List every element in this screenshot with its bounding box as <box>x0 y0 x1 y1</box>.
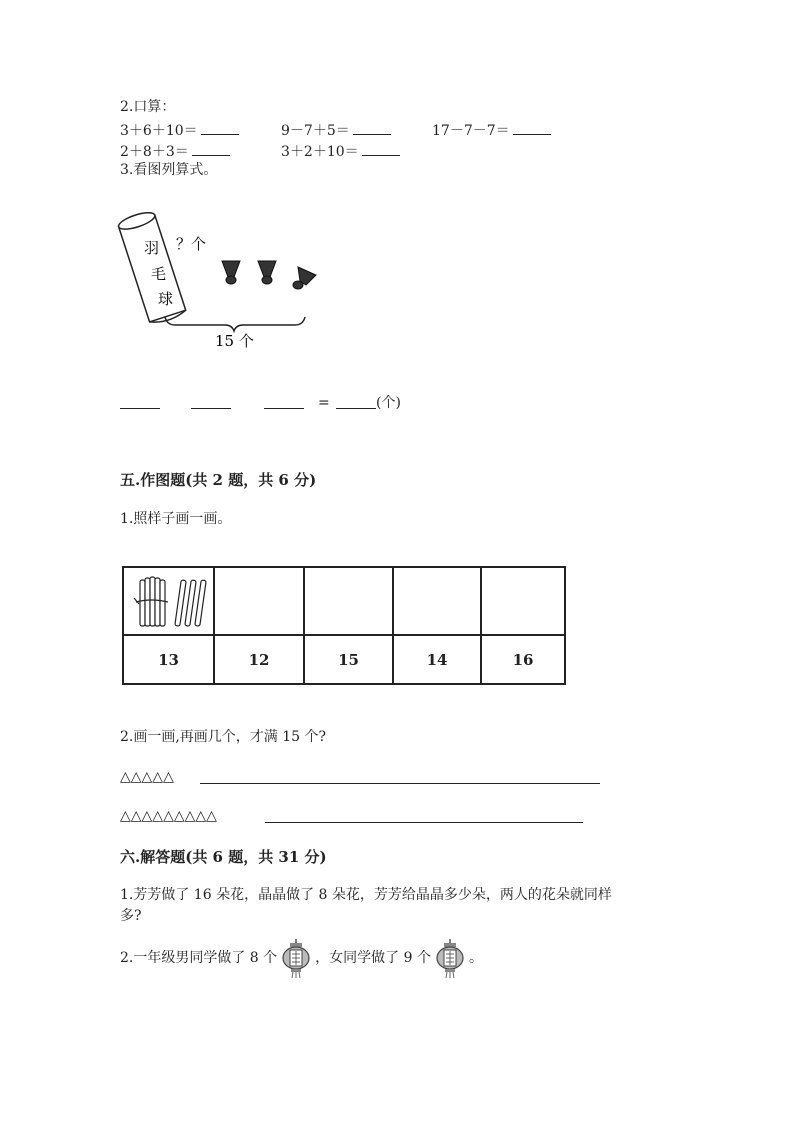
answer-blank[interactable] <box>192 141 230 156</box>
answer-blank[interactable] <box>362 141 400 156</box>
drawing-cell[interactable] <box>481 567 565 635</box>
q2-title: 2.口算： <box>120 99 176 115</box>
number-cell: 16 <box>481 635 565 684</box>
answer-blank[interactable] <box>336 408 376 409</box>
q2-problem: 3＋6＋10＝ <box>120 120 239 140</box>
section-6-heading: 六.解答题(共 6 题，共 31 分) <box>120 848 327 866</box>
s6-q2-text: 2.一年级男同学做了 8 个 <box>120 950 278 966</box>
number-cell: 15 <box>304 635 393 684</box>
q2-problem: 3＋2＋10＝ <box>281 141 400 161</box>
drawing-line[interactable] <box>265 822 583 823</box>
answer-blank[interactable] <box>191 408 231 409</box>
s6-q2-text: ，女同学做了 9 个 <box>315 950 431 966</box>
example-cell <box>123 567 214 635</box>
answer-blank[interactable] <box>353 120 391 135</box>
s6-q2 <box>120 937 483 979</box>
brace-icon <box>165 317 305 331</box>
shuttlecock-figure <box>110 205 340 355</box>
shuttlecock-icon <box>293 267 316 289</box>
lantern-icon <box>433 937 467 979</box>
s6-q1-line2: 多? <box>120 908 142 924</box>
number-cell: 14 <box>393 635 481 684</box>
lantern-icon <box>279 937 313 979</box>
equals-sign: = <box>318 395 330 411</box>
s6-q2-text: 。 <box>468 950 483 966</box>
question-label: ？个 <box>176 235 207 253</box>
drawing-cell[interactable] <box>393 567 481 635</box>
drawing-line[interactable] <box>200 783 600 784</box>
unit-label: (个) <box>376 395 401 411</box>
s6-q1-line1: 1.芳芳做了 16 朵花，晶晶做了 8 朵花，芳芳给晶晶多少朵，两人的花朵就同样 <box>120 887 612 903</box>
number-cell: 12 <box>214 635 304 684</box>
drawing-cell[interactable] <box>214 567 304 635</box>
total-label: 15 个 <box>215 332 254 350</box>
q2-problem: 9－7＋5＝ <box>281 120 391 140</box>
answer-blank[interactable] <box>120 408 160 409</box>
q2-problem: 2＋8＋3＝ <box>120 141 230 161</box>
sticks-bundle-icon <box>126 568 212 630</box>
triangle-row-2: △△△△△△△△△ <box>120 808 217 824</box>
section-5-heading: 五.作图题(共 2 题，共 6 分) <box>120 471 317 489</box>
q2-problem: 17－7－7＝ <box>432 120 551 140</box>
q3-title: 3.看图列算式。 <box>120 162 218 178</box>
drawing-cell[interactable] <box>304 567 393 635</box>
shuttlecock-icon <box>222 261 240 284</box>
answer-blank[interactable] <box>264 408 304 409</box>
drawing-table <box>122 566 566 685</box>
triangle-row-1: △△△△△ <box>120 769 174 785</box>
number-cell: 13 <box>123 635 214 684</box>
tube-char-3: 球 <box>158 290 174 308</box>
s5-q1-title: 1.照样子画一画。 <box>120 511 232 527</box>
tube-char-1: 羽 <box>144 239 160 257</box>
s5-q2-title: 2.画一画,再画几个，才满 15 个? <box>120 729 327 745</box>
shuttlecock-icon <box>258 261 276 284</box>
answer-blank[interactable] <box>513 120 551 135</box>
tube-char-2: 毛 <box>151 265 167 283</box>
answer-blank[interactable] <box>201 120 239 135</box>
